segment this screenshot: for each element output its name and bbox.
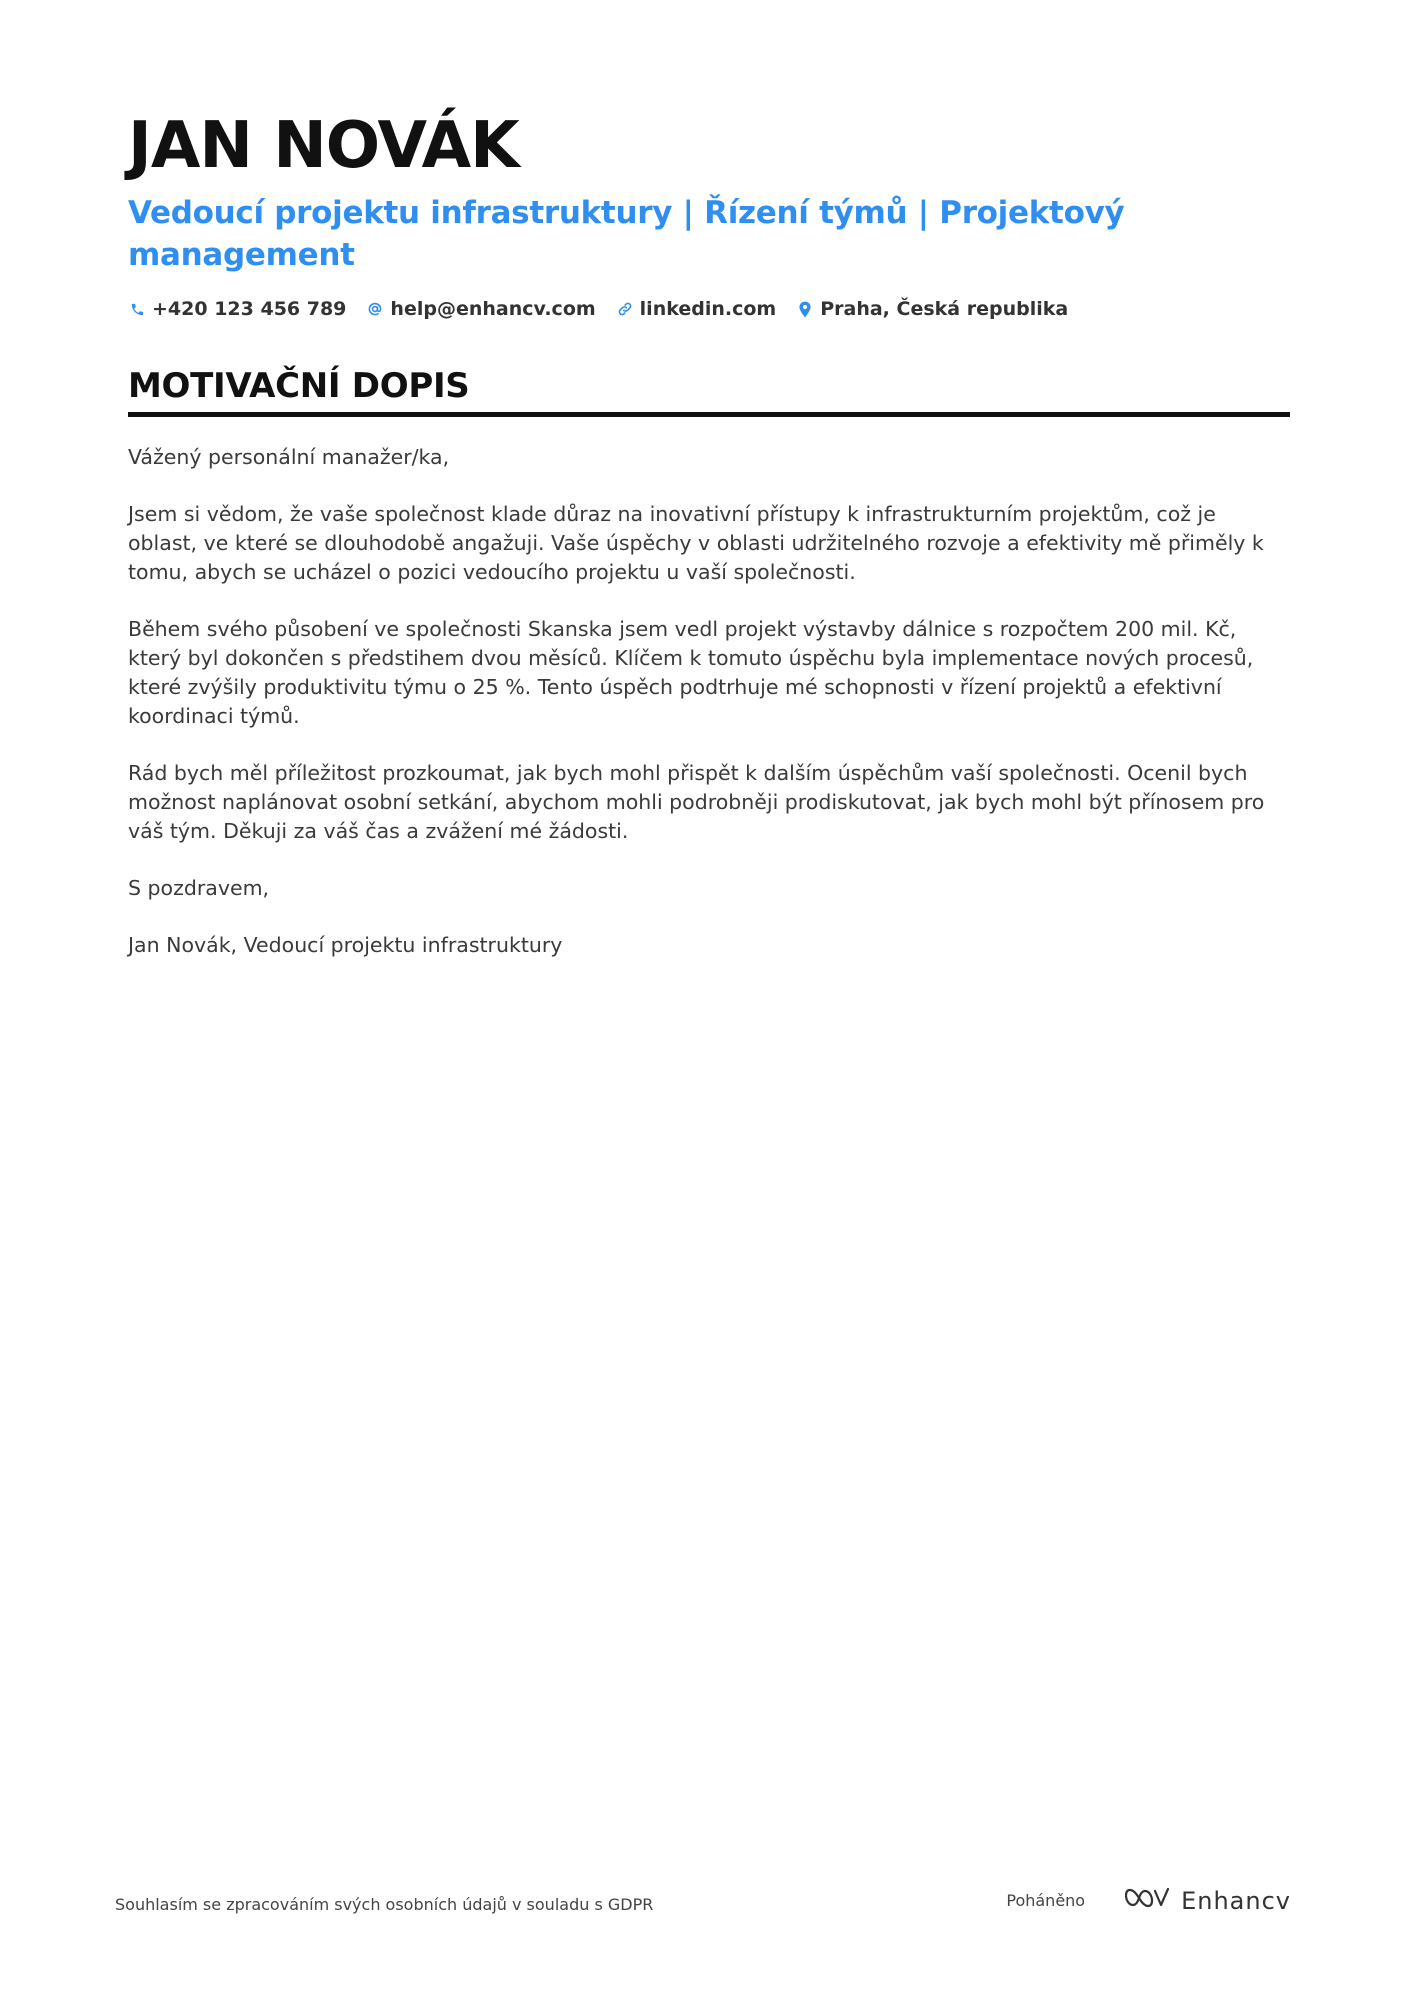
letter-paragraph: Během svého působení ve společnosti Skanska jsem vedl projekt výstavby dálnice s rozpočtem 200 mil. Kč, který byl dokončen s předstihem dvou měsíců. Klíčem k tomuto úspěchu byla implementace nových procesů, které zvýšily produktivitu týmu o 25 %. Tento úspěch podtrhuje mé schopnosti v řízení projektů a efektivní koordinaci týmů. <box>128 617 1254 728</box>
section-divider <box>128 412 1290 417</box>
letter-paragraph: Jsem si vědom, že vaše společnost klade důraz na inovativní přístupy k infrastrukturním projektům, což je oblast, ve které se dlouhodobě angažuji. Vaše úspěchy v oblasti udržitelného rozvoje a efektivity mě přiměly k tomu, abych se ucházel o pozici vedoucího projektu u vaší společnosti. <box>128 502 1264 584</box>
map-pin-icon <box>796 300 814 318</box>
letter-greeting: Vážený personální manažer/ka, <box>128 445 450 469</box>
contact-email-text[interactable]: help@enhancv.com <box>390 298 596 320</box>
resume-header <box>128 108 1288 320</box>
powered-by-label: Poháněno <box>1006 1891 1086 1910</box>
letter-closing: S pozdravem, <box>128 876 270 900</box>
gdpr-consent: Souhlasím se zpracováním svých osobních údajů v souladu s GDPR <box>115 1895 654 1914</box>
applicant-name: JAN NOVÁK <box>128 109 519 183</box>
contact-linkedin[interactable] <box>616 298 777 320</box>
contact-email[interactable] <box>366 298 595 320</box>
letter-body <box>128 443 1290 960</box>
section-title: MOTIVAČNÍ DOPIS <box>128 366 470 406</box>
enhancv-logo-icon <box>1125 1886 1171 1915</box>
contact-phone <box>128 298 346 320</box>
link-icon <box>616 300 634 318</box>
contact-phone-text: +420 123 456 789 <box>152 298 347 320</box>
phone-icon <box>128 300 146 318</box>
letter-signature: Jan Novák, Vedoucí projektu infrastruktury <box>128 933 563 957</box>
applicant-headline: Vedoucí projektu infrastruktury | Řízení týmů | Projektový management <box>128 195 1125 273</box>
contact-location-text: Praha, Česká republika <box>820 298 1069 320</box>
contact-bar <box>128 298 1288 320</box>
contact-linkedin-text[interactable]: linkedin.com <box>639 298 777 320</box>
contact-location <box>796 298 1068 320</box>
letter-paragraph: Rád bych měl příležitost prozkoumat, jak bych mohl přispět k dalším úspěchům vaší společnosti. Ocenil bych možnost naplánovat osobní setkání, abychom mohli podrobněji prodiskutovat, jak bych mohl být přínosem pro váš tým. Děkuji za váš čas a zvážení mé žádosti. <box>128 761 1265 843</box>
powered-by-footer <box>1006 1886 1291 1915</box>
enhancv-brand[interactable] <box>1125 1886 1291 1915</box>
enhancv-brand-name: Enhancv <box>1181 1886 1291 1915</box>
at-icon <box>366 300 384 318</box>
cover-letter-section <box>128 364 1290 988</box>
